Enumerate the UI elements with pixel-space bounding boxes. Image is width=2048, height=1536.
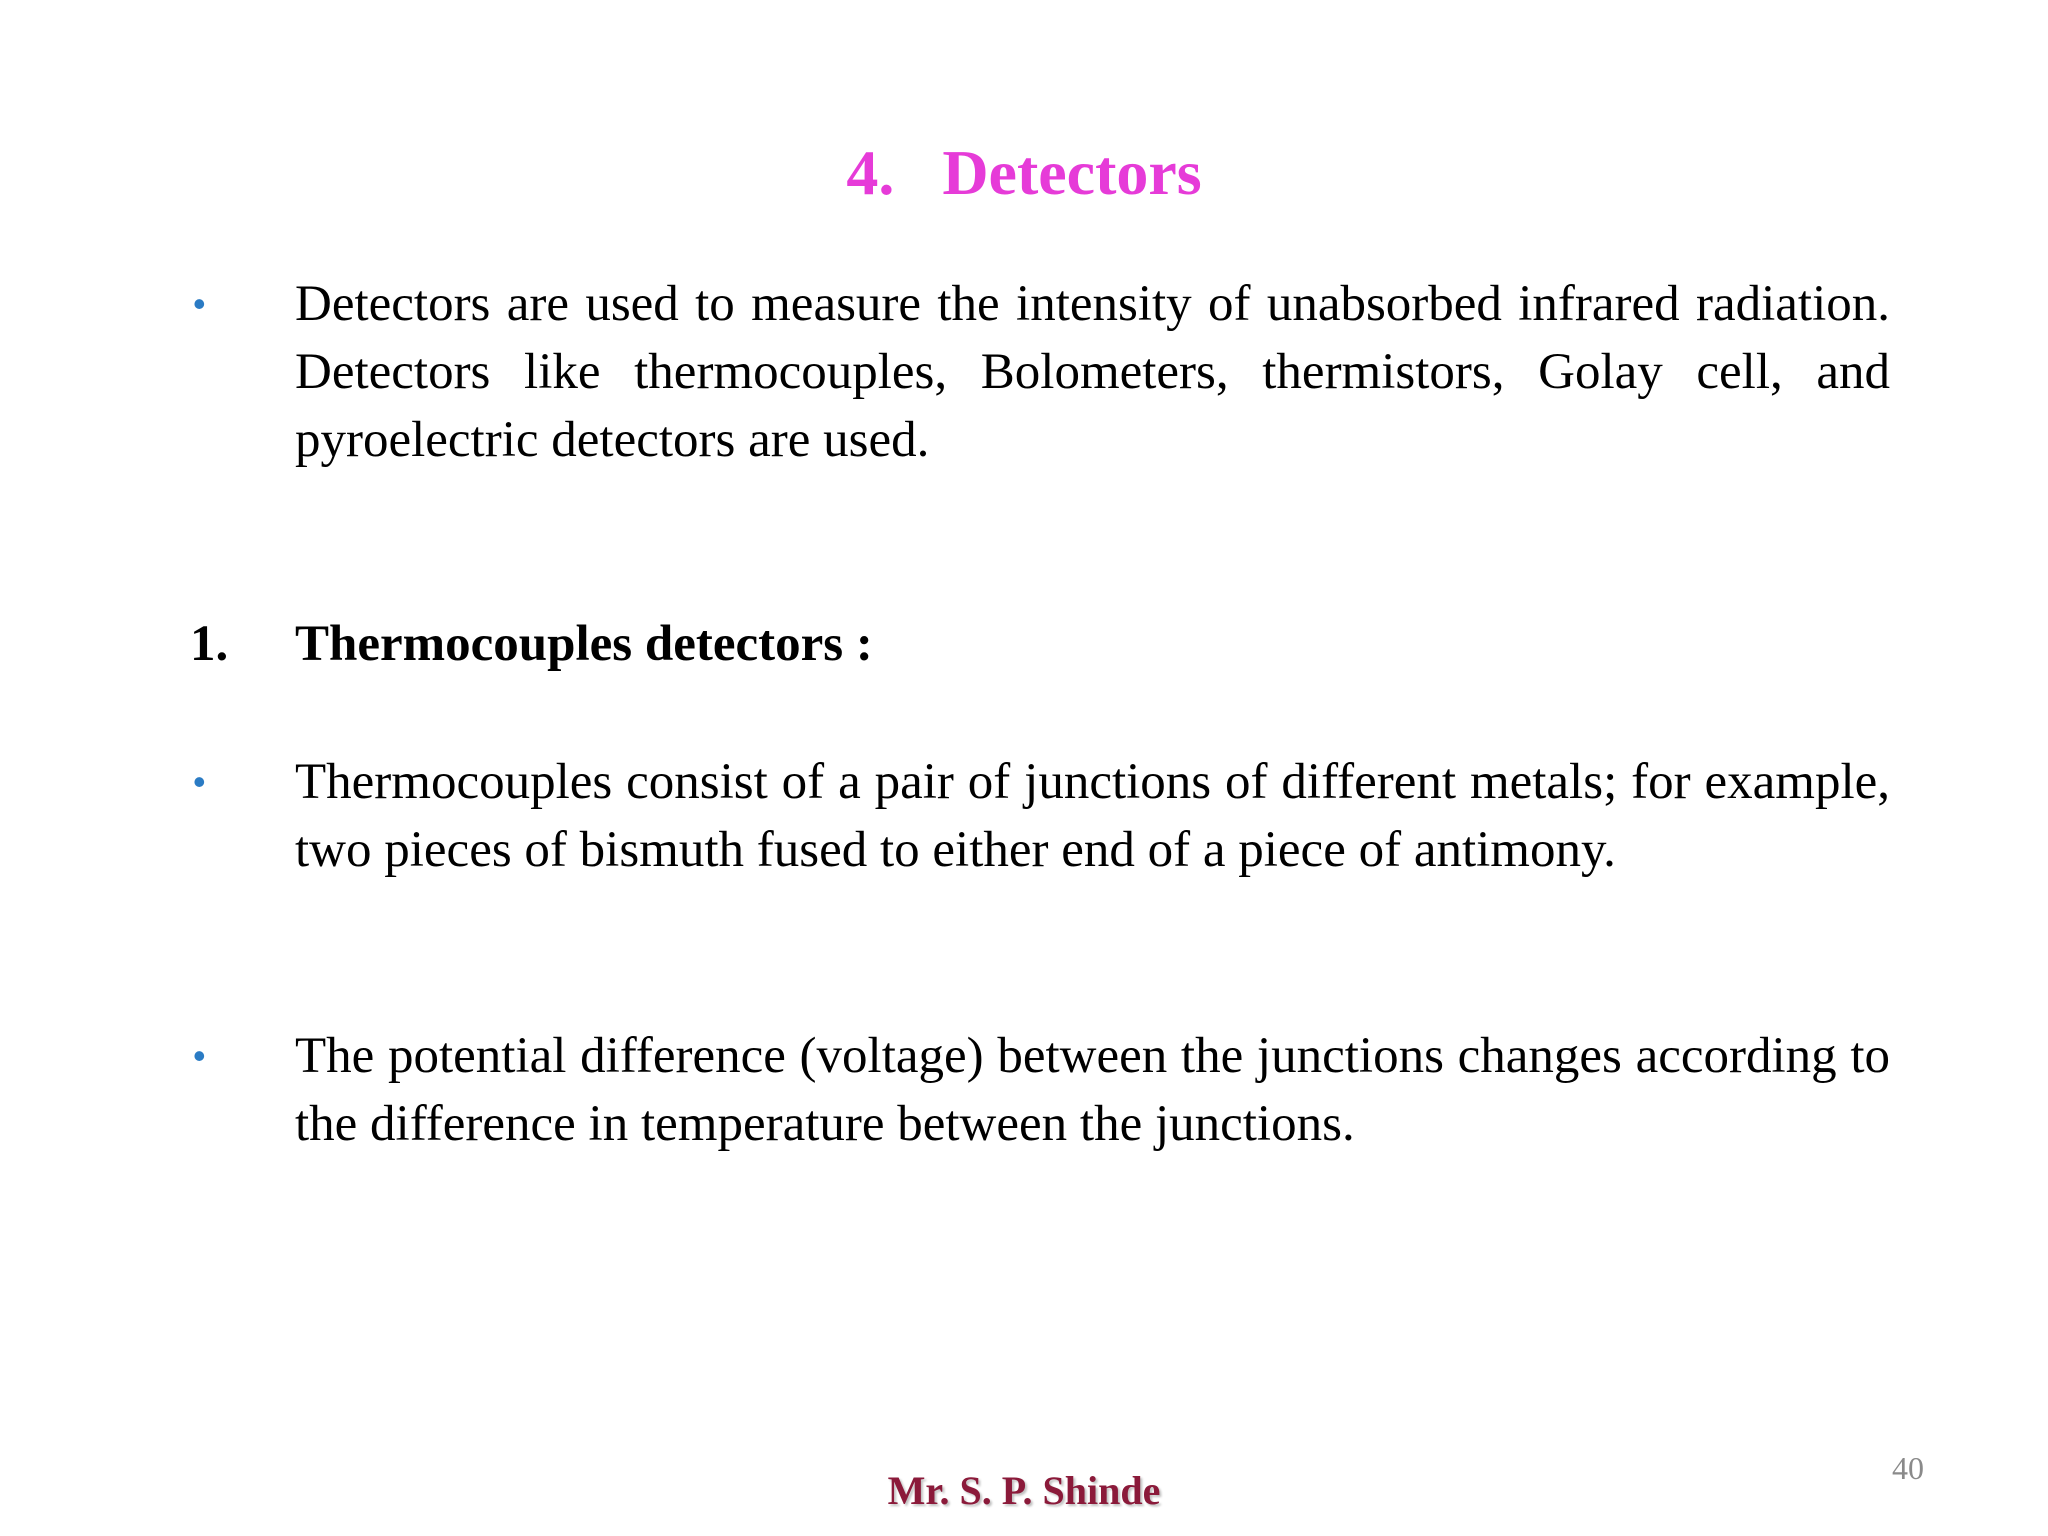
author-footer: Mr. S. P. Shinde [887,1468,1161,1513]
section-number: 1. [190,616,229,672]
bullet-icon: • [193,1035,206,1076]
title-text: Detectors [942,137,1202,208]
bullet-icon: • [193,283,206,324]
title-number: 4. [846,137,895,208]
section-heading: Thermocouples detectors : [295,616,873,672]
section-heading-item [185,610,1890,678]
bullet-icon: • [193,761,206,802]
bullet-item [185,1022,1890,1158]
bullet-item [185,748,1890,884]
page-number: 40 [1892,1450,1924,1486]
slide-title [0,133,2048,213]
intro-bullet-text: Detectors are used to measure the intensity of unabsorbed infrared radiation. Detectors like thermocouples, Bolometers, thermistors, Golay cell, and pyroelectric detectors are used. [295,276,1890,468]
bullet-text: The potential difference (voltage) between the junctions changes according to the difference in temperature between the junctions. [295,1028,1890,1152]
bullet-text: Thermocouples consist of a pair of junctions of different metals; for example, two pieces of bismuth fused to either end of a piece of antimony. [295,754,1890,878]
intro-bullet-item [185,270,1890,474]
